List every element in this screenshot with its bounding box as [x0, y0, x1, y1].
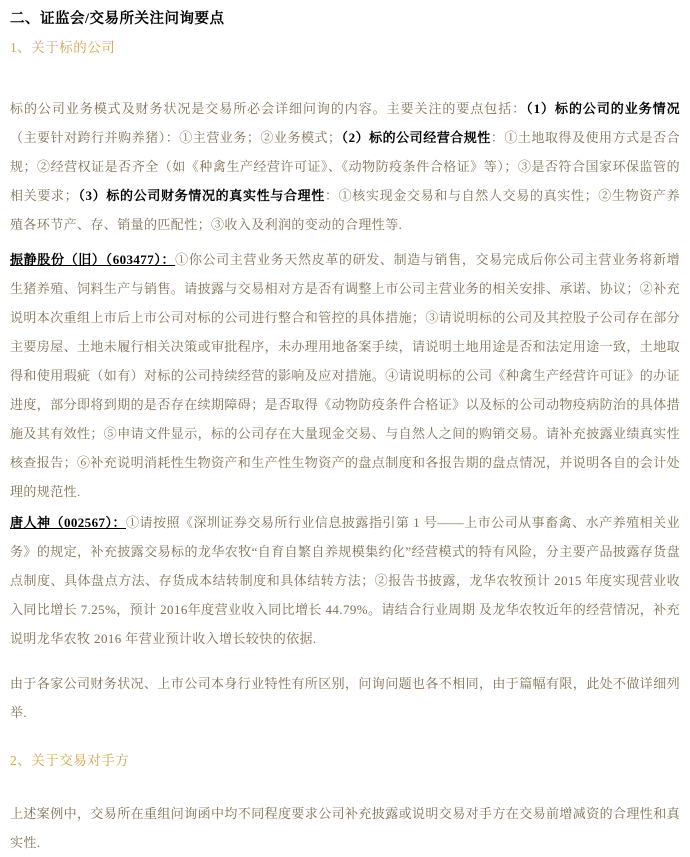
text-run: （3）标的公司财务情况的真实性与合理性 [78, 188, 325, 203]
text-run: ：①核实现金交易和与自然人交易的真实性；②生物资产养殖各环节产、存、销量的匹配性；③收入及利润的变动的合理性等. [10, 188, 680, 232]
text-run: ①你公司主营业务天然皮革的研发、制造与销售，交易完成后你公司主营业务将新增生猪养殖、饲料生产与销售。请披露与交易相对方是否有调整上市公司主营业务的相关安排、承诺、协议；②补充说明本次重组上市后上市公司对标的公司进行整合和管控的具体措施；③请说明标的公司及其控股子公司存在部分主要房屋、土地未履行相关决策或审批程序，未办理用地备案手续，请说明土地用途是否和法定用途一致，土地取得和使用瑕疵（如有）对标的公司持续经营的影响及应对措施。④请说明标的公司《种禽生产经营许可证》的办证进度，部分即将到期的是否存在续期障碍；是否取得《动物防疫条件合格证》以及标的公司动物疫病防治的具体措施及其有效性；⑤申请文件显示，标的公司存在大量现金交易、与自然人之间的购销交易。请补充披露业绩真实性核查报告；⑥补充说明消耗性生物资产和生产性生物资产的盘点制度和各报告期的盘点情况，并说明各自的会计处理的规范性. [10, 252, 681, 499]
text-run: 唐人神（002567）： [10, 515, 126, 530]
text-run: 振静股份（旧）（603477）： [10, 252, 176, 267]
paragraph-overview [10, 94, 680, 239]
document [10, 8, 680, 857]
text-run: （2）标的公司经营合规性 [341, 130, 491, 145]
text-run: ：①土地取得及使用方式是否合规；②经营权证是否齐全（如《种禽生产经营许可证》、《动物防疫条件合格证》等）；③是否符合国家环保监管的相关要求； [10, 130, 680, 203]
paragraph-closing-note [10, 669, 680, 727]
text-run: 标的公司业务模式及财务状况是交易所必会详细问询的内容。主要关注的要点包括： [10, 101, 527, 116]
text-run: （主要针对跨行并购养猪）：①主营业务；②业务模式； [10, 130, 342, 145]
document-title [10, 8, 680, 30]
paragraph-case-zhenjing [10, 245, 680, 506]
text-run: 上述案例中，交易所在重组问询函中均不同程度要求公司补充披露或说明交易对手方在交易前增减资的合理性和真实性. [10, 806, 681, 850]
text-run: 2、关于交易对手方 [10, 753, 130, 768]
text-run: （1）标的公司的业务情况 [526, 101, 680, 116]
section-heading-1 [10, 38, 680, 58]
section-heading-2 [10, 751, 680, 771]
text-run: 二、证监会/交易所关注问询要点 [10, 11, 225, 27]
paragraph-counterparty-intro [10, 799, 680, 857]
text-run: ①请按照《深圳证券交易所行业信息披露指引第 1 号——上市公司从事畜禽、水产养殖相关业务》的规定，补充披露交易标的龙华农牧“自育自繁自养规模集约化”经营模式的特有风险，分主要产品披露存货盘点制度、具体盘点方法、存货成本结转制度和具体结转方法；②报告书披露，龙华农牧预计 2015 年度实现营业收入同比增长 7.25%，预计 2016年度营业收入同比增长 44.79%。请结合行业周期 及龙华农牧近年的经营情况，补充说明龙华农牧 2016 年营业预计收入增长较快的依据. [10, 515, 680, 646]
text-run: 1、关于标的公司 [10, 40, 116, 55]
text-run: 由于各家公司财务状况、上市公司本身行业特性有所区别，问询问题也各不相同，由于篇幅有限，此处不做详细列举. [10, 676, 681, 720]
paragraph-case-tangrenshen [10, 508, 680, 653]
